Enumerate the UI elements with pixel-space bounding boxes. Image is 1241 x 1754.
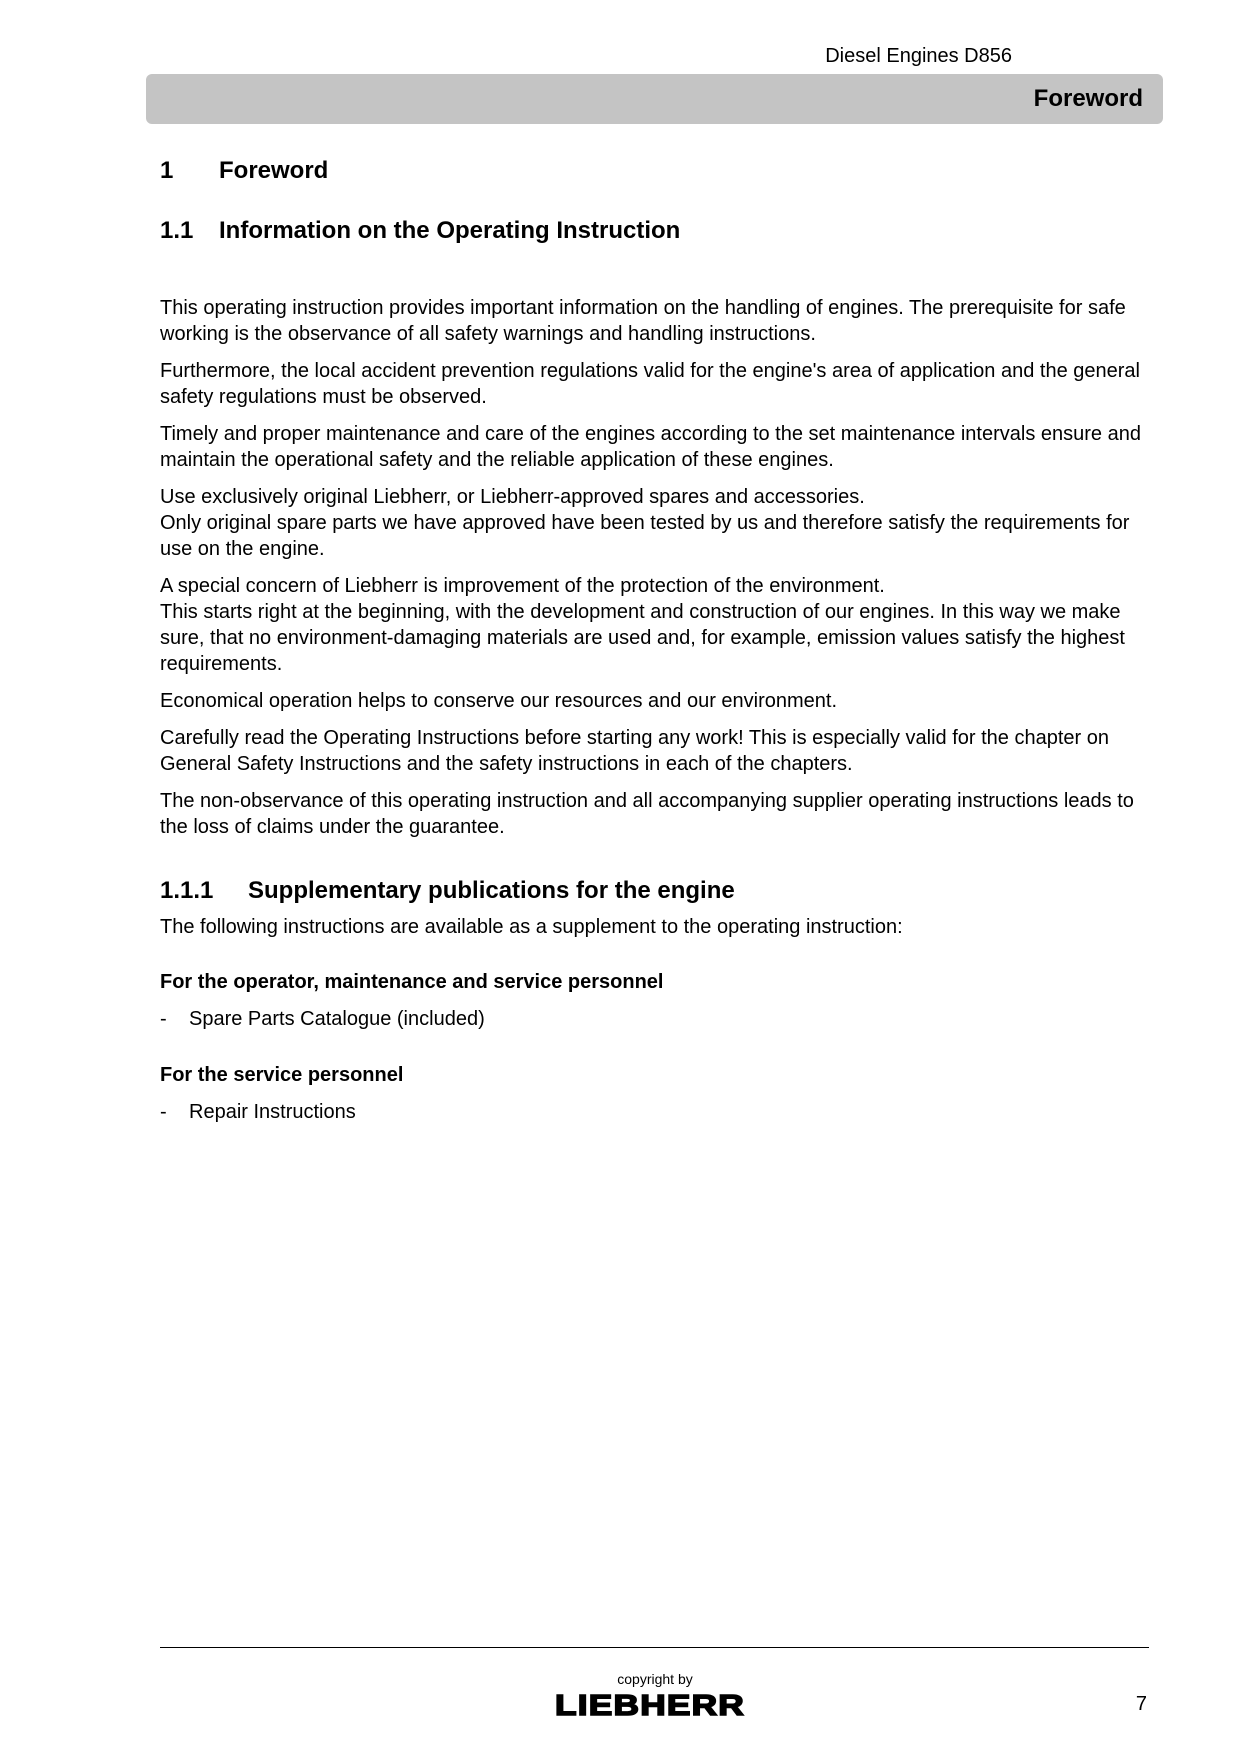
paragraph: A special concern of Liebherr is improvement of the protection of the environment. — [160, 575, 885, 597]
paragraph: This starts right at the beginning, with the development and construction of our engines. In this way we make sure, that no environment-damaging materials are used and, for example, emission values satisfy the highest requirements. — [160, 601, 1125, 675]
paragraph: Only original spare parts we have approved have been tested by us and therefore satisfy the requirements for use on the engine. — [160, 512, 1130, 560]
paragraph: Carefully read the Operating Instructions before starting any work! This is especially valid for the chapter on General Safety Instructions and the safety instructions in each of the chapters. — [160, 727, 1109, 775]
footer-divider — [160, 1647, 1149, 1648]
list-item — [160, 1006, 485, 1032]
heading-number: 1 — [160, 157, 174, 184]
audience-heading-operator: For the operator, maintenance and service personnel — [160, 971, 664, 993]
list-item-text: Repair Instructions — [189, 1101, 356, 1123]
list-item — [160, 1099, 356, 1125]
heading-number: 1.1 — [160, 217, 194, 244]
heading-text: Supplementary publications for the engine — [248, 877, 735, 904]
heading-information — [160, 216, 680, 246]
paragraph: The non-observance of this operating instruction and all accompanying supplier operating instructions leads to the loss of claims under the guarantee. — [160, 790, 1134, 838]
paragraph: This operating instruction provides important information on the handling of engines. The prerequisite for safe working is the observance of all safety warnings and handling instructions. — [160, 297, 1126, 345]
heading-text: Information on the Operating Instruction — [219, 217, 681, 244]
supplementary-intro: The following instructions are available as a supplement to the operating instruction: — [160, 916, 903, 938]
heading-text: Foreword — [219, 157, 329, 184]
list-item-text: Spare Parts Catalogue (included) — [189, 1008, 485, 1030]
heading-supplementary — [160, 876, 735, 906]
list-dash: - — [160, 1008, 167, 1030]
paragraph: Economical operation helps to conserve our resources and our environment. — [160, 690, 838, 712]
heading-foreword — [160, 156, 328, 186]
list-dash: - — [160, 1101, 167, 1123]
paragraph: Timely and proper maintenance and care of the engines according to the set maintenance intervals ensure and maintain the operational safety and the reliable application of these engines. — [160, 423, 1141, 471]
copyright-label: copyright by — [617, 1671, 693, 1687]
paragraph: Furthermore, the local accident prevention regulations valid for the engine's area of application and the general safety regulations must be observed. — [160, 360, 1140, 408]
chapter-banner — [146, 74, 1163, 124]
logo-wordmark: LIEBHERR — [555, 1690, 745, 1720]
audience-heading-service: For the service personnel — [160, 1064, 404, 1086]
document-title: Diesel Engines D856 — [825, 45, 1012, 67]
heading-number: 1.1.1 — [160, 877, 214, 904]
page-number: 7 — [1135, 1693, 1147, 1715]
chapter-title: Foreword — [1033, 85, 1143, 112]
liebherr-logo — [553, 1690, 747, 1720]
paragraph: Use exclusively original Liebherr, or Liebherr-approved spares and accessories. — [160, 486, 865, 508]
